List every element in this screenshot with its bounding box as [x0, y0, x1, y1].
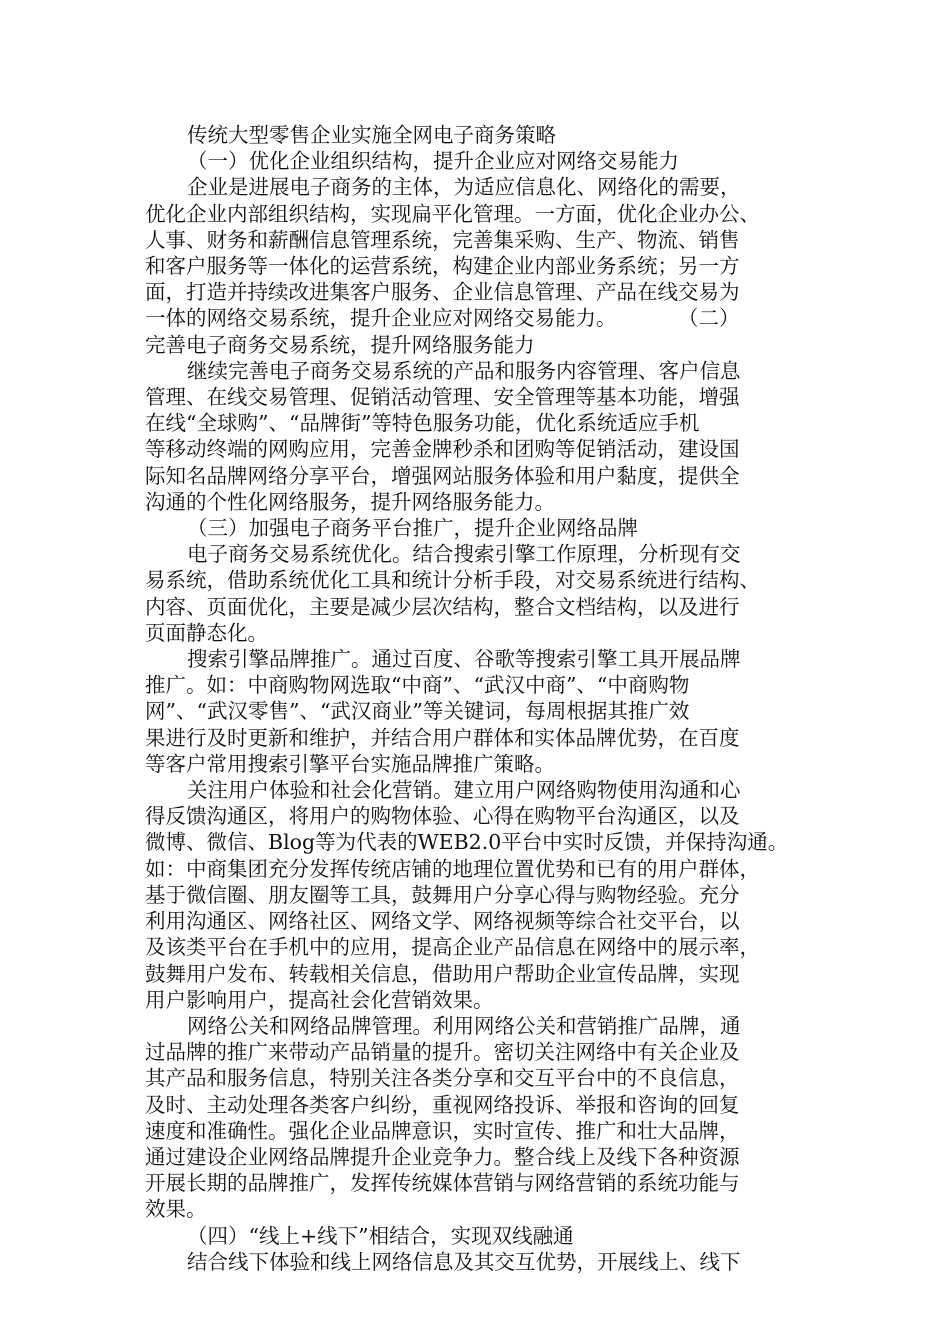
text-line: 开展长期的品牌推广，发挥传统媒体营销与网络营销的系统功能与 [145, 1171, 740, 1196]
text-line: 人事、财务和薪酬信息管理系统，完善集采购、生产、物流、销售 [145, 227, 740, 252]
text-line: 如：中商集团充分发挥传统店铺的地理位置优势和已有的用户群体， [145, 856, 760, 881]
text-line: 传统大型零售企业实施全网电子商务策略 [187, 123, 556, 147]
text-line: 微博、微信、Blog等为代表的WEB2.0平台中实时反馈，并保持沟通。 [145, 830, 789, 855]
text-line: 优化企业内部组织结构，实现扁平化管理。一方面，优化企业办公、 [145, 201, 760, 226]
text-line: 管理、在线交易管理、促销活动管理、安全管理等基本功能，增强 [145, 385, 740, 410]
text-line: 推广。如：中商购物网选取“中商”、“武汉中商”、“中商购物 [145, 673, 690, 698]
text-line: 企业是进展电子商务的主体，为适应信息化、网络化的需要， [187, 175, 741, 200]
text-line: 继续完善电子商务交易系统的产品和服务内容管理、客户信息 [187, 358, 741, 383]
text-line: 等客户常用搜索引擎平台实施品牌推广策略。 [145, 751, 555, 776]
text-line: 关注用户体验和社会化营销。建立用户网络购物使用沟通和心 [187, 778, 741, 803]
text-line: 网络公关和网络品牌管理。利用网络公关和营销推广品牌，通 [187, 1013, 741, 1038]
text-line: 页面静态化。 [145, 620, 268, 645]
text-line: 基于微信圈、朋友圈等工具，鼓舞用户分享心得与购物经验。充分 [145, 882, 740, 907]
text-line: 面，打造并持续改进集客户服务、企业信息管理、产品在线交易为 [145, 280, 740, 305]
text-line: 用户影响用户，提高社会化营销效果。 [145, 987, 494, 1012]
text-line: 电子商务交易系统优化。结合搜索引擎工作原理，分析现有交 [187, 542, 741, 567]
text-line: 及该类平台在手机中的应用，提高企业产品信息在网络中的展示率， [145, 935, 760, 960]
text-line: 网”、“武汉零售”、“武汉商业”等关键词，每周根据其推广效 [145, 699, 690, 724]
text-line: 通过建设企业网络品牌提升企业竞争力。整合线上及线下各种资源 [145, 1144, 740, 1169]
text-line: 和客户服务等一体化的运营系统，构建企业内部业务系统；另一方 [145, 254, 740, 279]
text-line: 过品牌的推广来带动产品销量的提升。密切关注网络中有关企业及 [145, 1040, 740, 1065]
text-line: 及时、主动处理各类客户纠纷，重视网络投诉、举报和咨询的回复 [145, 1092, 740, 1117]
text-line: 等移动终端的网购应用，完善金牌秒杀和团购等促销活动，建设国 [145, 437, 740, 462]
text-line: （三）加强电子商务平台推广，提升企业网络品牌 [187, 516, 638, 541]
text-line: 鼓舞用户发布、转载相关信息，借助用户帮助企业宣传品牌，实现 [145, 961, 740, 986]
text-line: 其产品和服务信息，特别关注各类分享和交互平台中的不良信息， [145, 1066, 740, 1091]
text-line: 一体的网络交易系统，提升企业应对网络交易能力。 （二） [145, 306, 740, 331]
text-line: 搜索引擎品牌推广。通过百度、谷歌等搜索引擎工具开展品牌 [187, 647, 741, 672]
text-line: 在线“全球购”、“品牌街”等特色服务功能，优化系统适应手机 [145, 411, 700, 436]
text-line: 速度和准确性。强化企业品牌意识，实时宣传、推广和壮大品牌， [145, 1118, 740, 1143]
text-line: 果进行及时更新和维护，并结合用户群体和实体品牌优势，在百度 [145, 725, 740, 750]
text-line: 结合线下体验和线上网络信息及其交互优势，开展线上、线下 [187, 1249, 741, 1274]
document-page [145, 122, 825, 1275]
text-line: 完善电子商务交易系统，提升网络服务能力 [145, 332, 535, 357]
text-line: 际知名品牌网络分享平台，增强网站服务体验和用户黏度，提供全 [145, 463, 740, 488]
text-line: 易系统，借助系统优化工具和统计分析手段，对交易系统进行结构、 [145, 568, 760, 593]
text-line: 内容、页面优化，主要是减少层次结构，整合文档结构，以及进行 [145, 594, 740, 619]
text-line: （一）优化企业组织结构，提升企业应对网络交易能力 [187, 149, 679, 174]
text-line: （四）“线上+线下”相结合，实现双线融通 [187, 1223, 574, 1248]
text-line: 效果。 [145, 1197, 207, 1222]
text-line: 利用沟通区、网络社区、网络文学、网络视频等综合社交平台，以 [145, 909, 740, 934]
text-line: 得反馈沟通区，将用户的购物体验、心得在购物平台沟通区，以及 [145, 804, 740, 829]
text-line: 沟通的个性化网络服务，提升网络服务能力。 [145, 489, 555, 514]
